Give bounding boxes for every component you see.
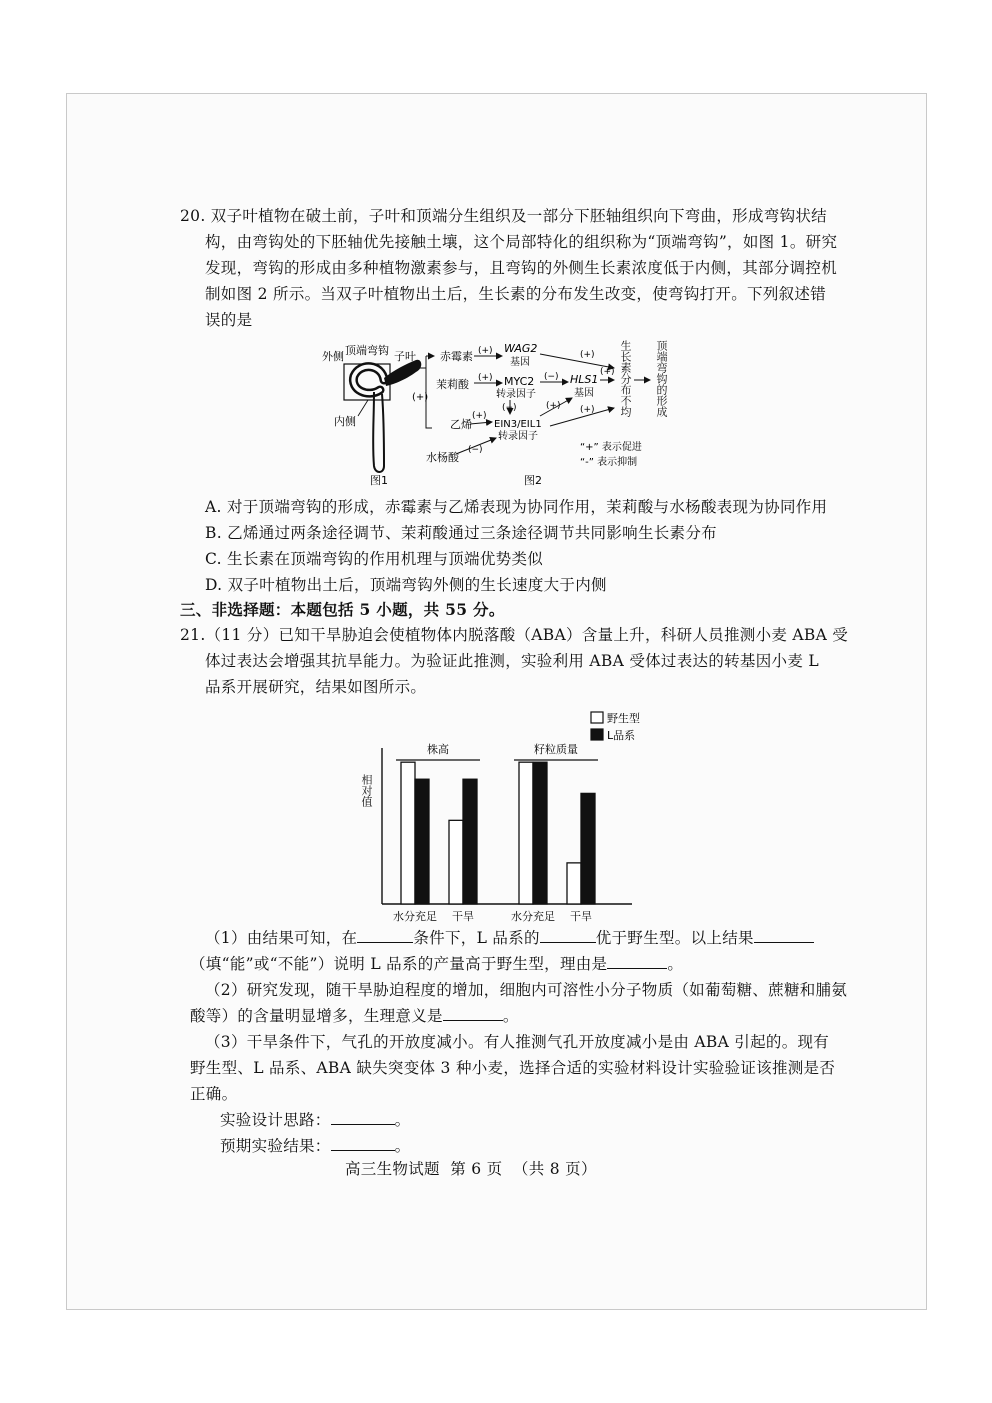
q21-sub1-blank-trait[interactable]	[540, 928, 596, 943]
fig2-arrow-eth-plus: (+)	[472, 411, 487, 421]
q21-sub2-part-c: 。	[502, 1007, 519, 1025]
x-tick-label: 水分充足	[393, 910, 437, 923]
group-label: 株高	[427, 743, 449, 756]
bar-wild-type-0	[401, 762, 415, 904]
bar-wild-type-3	[567, 863, 581, 904]
bar-l-line-0	[415, 779, 429, 904]
fig2-legend-plus: “+” 表示促进	[580, 442, 642, 453]
q20-option-c: C. 生长素在顶端弯钩的作用机理与顶端优势类似	[205, 550, 544, 568]
q21-sub1-blank-condition[interactable]	[357, 928, 413, 943]
x-tick-label: 干旱	[452, 910, 474, 923]
q20-option-d: D. 双子叶植物出土后，顶端弯钩外侧的生长速度大于内侧	[205, 576, 607, 594]
fig1-hook-label: 顶端弯钩	[345, 344, 389, 357]
legend-swatch	[591, 712, 603, 723]
q21-line-2: 体过表达会增强其抗旱能力。为验证此推测，实验利用 ABA 受体过表达的转基因小麦 L	[205, 652, 819, 670]
fig2-hook-formation: 顶端弯钩的形成	[655, 340, 668, 417]
fig2-gibberellin: 赤霉素	[440, 350, 473, 363]
fig1-inner-label: 内侧	[334, 415, 356, 428]
bar-l-line-1	[463, 779, 477, 904]
fig2-ein3-tf: 转录因子	[498, 431, 538, 442]
legend-label: 野生型	[607, 712, 640, 725]
fig2-arrow-ein3-hls1-plus: (+)	[546, 401, 561, 411]
legend-label: L品系	[607, 729, 636, 742]
q21-line-3: 品系开展研究，结果如图所示。	[205, 678, 427, 696]
fig1-outer-label: 外侧	[322, 350, 344, 363]
fig1-leaf-label: 子叶	[394, 350, 416, 363]
q21-sub3-result-label: 预期实验结果：	[220, 1137, 331, 1155]
fig2-ein3: EIN3/EIL1	[494, 419, 542, 430]
fig1-caption: 图1	[370, 474, 388, 487]
fig2-arrow-wag2-plus: (+)	[580, 350, 595, 360]
fig2-wag2-gene: 基因	[510, 357, 530, 368]
fig2-wag2: WAG2	[504, 342, 538, 355]
fig2-hls1-gene: 基因	[574, 388, 594, 399]
q21-sub1-blank-reason[interactable]	[607, 954, 667, 969]
q21-sub1-part-e: 。	[667, 955, 684, 973]
q21-line-1: 21.（11 分）已知干旱胁迫会使植物体内脱落酸（ABA）含量上升，科研人员推测小麦 ABA 受	[180, 626, 849, 644]
fig2-caption: 图2	[524, 474, 542, 487]
q20-line-2: 构，由弯钩处的下胚轴优先接触土壤，这个局部特化的组织称为“顶端弯钩”，如图 1。研究	[205, 233, 838, 251]
q21-sub3-blank-result[interactable]	[331, 1136, 395, 1151]
fig2-jasmonate: 茉莉酸	[436, 378, 469, 391]
q21-sub3-result-end: 。	[394, 1137, 411, 1155]
q21-sub2-part-b: 酸等）的含量明显增多，生理意义是	[190, 1007, 443, 1025]
bar-l-line-3	[581, 793, 595, 904]
q21-sub1-line-1	[205, 925, 814, 951]
q20-figures	[318, 338, 680, 490]
fig2-legend-minus: “-” 表示抑制	[580, 457, 638, 468]
q21-sub1-line-2	[190, 951, 683, 977]
q20-line-5: 误的是	[205, 311, 253, 329]
q21-sub2-blank-meaning[interactable]	[443, 1006, 503, 1021]
q21-sub3-design-label: 实验设计思路：	[220, 1111, 331, 1129]
bar-wild-type-1	[449, 820, 463, 904]
x-tick-label: 干旱	[570, 910, 592, 923]
fig2-arrow-ga-plus: (+)	[478, 346, 493, 356]
fig2-arrow-sa-minus: (−)	[468, 445, 483, 455]
fig2-salicylic: 水杨酸	[426, 451, 459, 464]
fig2-arrow-myc2-ein3-minus: (−)	[502, 403, 517, 413]
q20-line-3: 发现，弯钩的形成由多种植物激素参与，且弯钩的外侧生长素浓度低于内侧，其部分调控机	[205, 259, 838, 277]
legend-swatch	[591, 729, 603, 740]
x-tick-label: 水分充足	[511, 910, 555, 923]
page-footer: 高三生物试题 第 6 页 （共 8 页）	[345, 1160, 597, 1178]
q20-option-a: A. 对于顶端弯钩的形成，赤霉素与乙烯表现为协同作用，茉莉酸与水杨酸表现为协同作用	[205, 498, 828, 516]
section-3-heading: 三、非选择题：本题包括 5 小题，共 55 分。	[180, 600, 505, 619]
fig2-auxin-uneven: 生长素分布不均	[619, 340, 632, 417]
q21-sub1-part-a: （1）由结果可知，在	[205, 929, 358, 947]
bar-wild-type-2	[519, 762, 533, 904]
q21-sub1-part-c: 优于野生型。以上结果	[595, 929, 754, 947]
q21-sub3-design-end: 。	[394, 1111, 411, 1129]
q21-sub1-part-d: （填“能”或“不能”）说明 L 品系的产量高于野生型，理由是	[190, 955, 608, 973]
q21-sub3-line-1: （3）干旱条件下，气孔的开放度减小。有人推测气孔开放度减小是由 ABA 引起的。现有	[205, 1033, 830, 1051]
q21-sub3-line-3: 正确。	[190, 1085, 238, 1103]
fig2-ethylene: 乙烯	[450, 418, 472, 431]
q21-sub3-blank-design[interactable]	[331, 1110, 395, 1125]
fig2-myc2-tf: 转录因子	[496, 389, 536, 400]
q21-sub1-blank-can[interactable]	[754, 928, 814, 943]
fig2-myc2: MYC2	[504, 375, 535, 388]
q20-option-b: B. 乙烯通过两条途径调节、茉莉酸通过三条途径调节共同影响生长素分布	[205, 524, 717, 542]
fig2-arrow-myc2-minus: (−)	[544, 372, 559, 382]
fig2-hls1: HLS1	[570, 373, 599, 386]
fig2-connector-plus: (+)	[412, 392, 429, 403]
q21-sub1-part-b: 条件下，L 品系的	[413, 929, 540, 947]
q20-line-1: 20. 双子叶植物在破土前，子叶和顶端分生组织及一部分下胚轴组织向下弯曲，形成弯钩状结	[180, 207, 827, 225]
q21-bar-chart	[355, 706, 665, 928]
q21-sub3-design	[220, 1107, 410, 1133]
fig2-arrow-ein3-plus: (+)	[580, 405, 595, 415]
fig2-arrow-ja-plus: (+)	[478, 373, 493, 383]
q21-sub2-line-1: （2）研究发现，随干旱胁迫程度的增加，细胞内可溶性小分子物质（如葡萄糖、蔗糖和脯氨	[205, 981, 848, 999]
group-label: 籽粒质量	[534, 743, 578, 756]
q21-sub3-line-2: 野生型、L 品系、ABA 缺失突变体 3 种小麦，选择合适的实验材料设计实验验证该推测是否	[190, 1059, 836, 1077]
chart-y-label: 相对值	[360, 774, 373, 807]
fig2-arrow-hls1-plus: (+)	[600, 367, 615, 377]
bar-l-line-2	[533, 762, 547, 904]
q20-line-4: 制如图 2 所示。当双子叶植物出土后，生长素的分布发生改变，使弯钩打开。下列叙述错	[205, 285, 827, 303]
q21-sub2-line-2	[190, 1003, 519, 1029]
